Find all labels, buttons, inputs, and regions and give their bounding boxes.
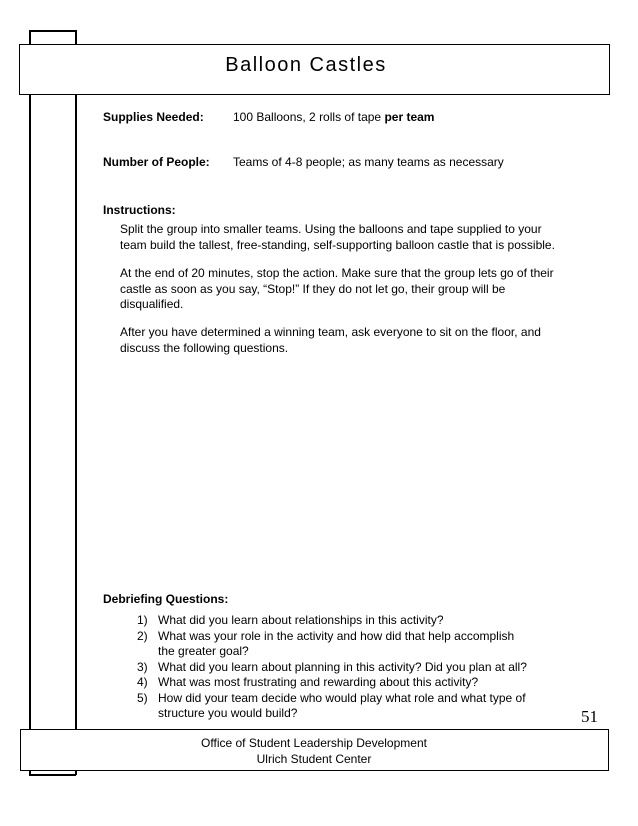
footer-location: Ulrich Student Center [256, 751, 372, 766]
text-line: After you have determined a winning team, ask everyone to sit on the floor, and [120, 325, 541, 339]
page-title: Balloon Castles [225, 54, 387, 76]
supplies-value [233, 110, 434, 124]
supplies-value-text: 100 Balloons, 2 rolls of tape [233, 110, 382, 124]
question-number: 1) [137, 613, 148, 627]
top-margin-tick [75, 30, 77, 45]
question-text: What was your role in the activity and how did that help accomplish [158, 628, 515, 643]
question-number: 3) [137, 659, 148, 674]
question-text: What did you learn about planning in this activity? Did you plan at all? [158, 659, 527, 674]
footer-office: Office of Student Leadership Development [201, 736, 427, 750]
content-left-rule [75, 94, 77, 730]
list-item [137, 629, 527, 660]
question-number: 5) [137, 690, 148, 705]
question-text: What was most frustrating and rewarding about this activity? [158, 675, 479, 689]
text-line: At the end of 20 minutes, stop the action. Make sure that the group lets go of their [120, 266, 554, 280]
question-text: How did your team decide who would play what role and what type of [158, 690, 526, 705]
people-label: Number of People: [103, 155, 210, 169]
question-text: structure you would build? [158, 706, 298, 720]
instructions-paragraph-3 [120, 325, 590, 356]
bottom-margin-rule [29, 774, 76, 776]
question-text: the greater goal? [158, 644, 249, 658]
top-margin-rule [29, 30, 76, 32]
instructions-paragraph-1 [120, 222, 590, 253]
question-number: 2) [137, 628, 148, 643]
debrief-question-list [137, 613, 527, 722]
list-item [137, 691, 527, 722]
text-line: castle as soon as you say, “Stop!” If they do not let go, their group will be [120, 281, 506, 296]
text-line: team build the tallest, free-standing, self-supporting balloon castle that is possible. [120, 237, 555, 252]
instructions-paragraph-2 [120, 266, 590, 313]
question-text: What did you learn about relationships in this activity? [158, 613, 444, 627]
list-item [137, 660, 527, 676]
supplies-label: Supplies Needed: [103, 110, 204, 124]
text-line: discuss the following questions. [120, 340, 289, 355]
list-item [137, 675, 527, 691]
left-margin-rule [29, 30, 31, 775]
debrief-label: Debriefing Questions: [103, 592, 229, 606]
people-value: Teams of 4-8 people; as many teams as necessary [233, 155, 504, 169]
page-number: 51 [571, 704, 608, 729]
footer [20, 736, 608, 767]
text-line: disqualified. [120, 297, 184, 311]
question-number: 4) [137, 675, 148, 689]
instructions-label: Instructions: [103, 203, 176, 217]
supplies-value-emphasis: per team [384, 110, 435, 124]
text-line: Split the group into smaller teams. Using the balloons and tape supplied to your [120, 222, 542, 236]
list-item [137, 613, 527, 629]
